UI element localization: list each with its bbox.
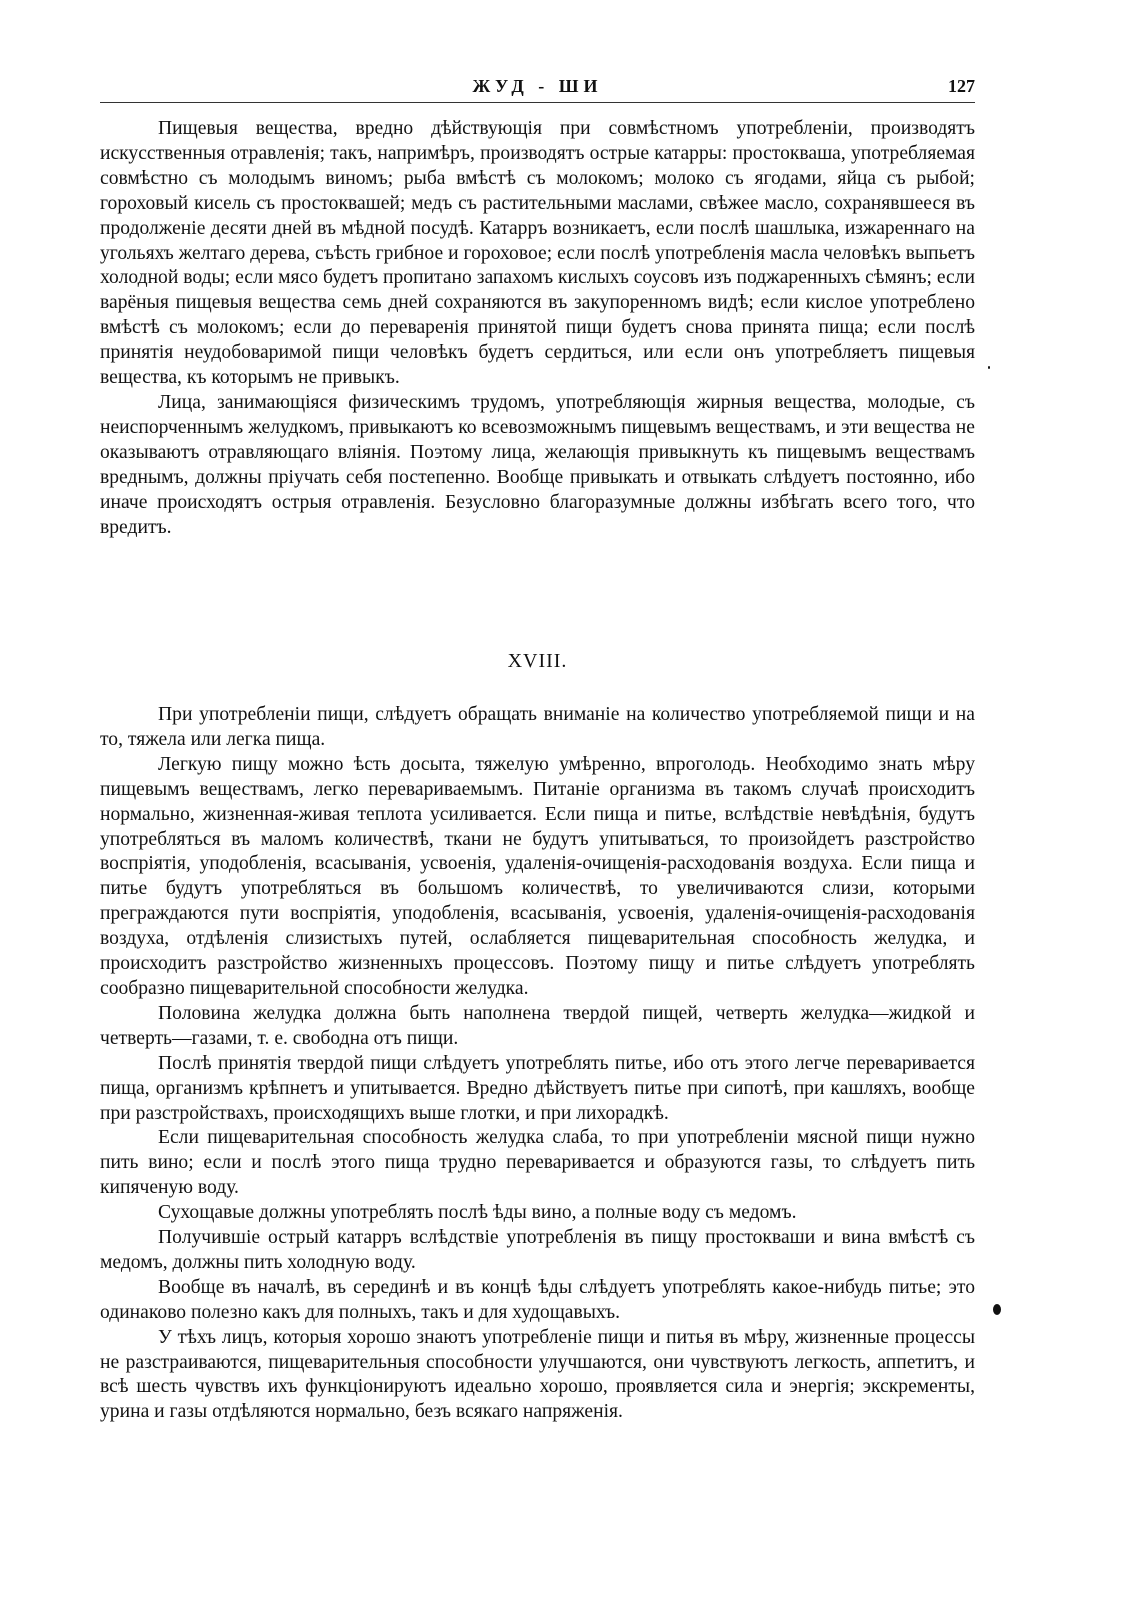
- ink-speck: [988, 366, 990, 369]
- paragraph: Половина желудка должна быть наполнена твердой пищей, четверть желудка—жидкой и четверть—газами, т. е. свободна отъ пищи.: [100, 1002, 975, 1049]
- paragraph: Если пищеварительная способность желудка слаба, то при употребленіи мясной пищи нужно пить вино; если и послѣ этого пища трудно переваривается и образуются газы, то слѣдуетъ пить кипяченую воду.: [100, 1127, 975, 1199]
- paragraph: У тѣхъ лицъ, которыя хорошо знаютъ употребленіе пищи и питья въ мѣру, жизненные процессы не разстраиваются, пищеварительныя способности улучшаются, они чувствуютъ легкость, аппетитъ, и всѣ шесть чувствъ ихъ функціонируютъ идеально хорошо, проявляется сила и энергія; экскременты, урина и газы отдѣляются нормально, безъ всякаго напряженія.: [100, 1326, 975, 1423]
- running-header: [100, 76, 975, 100]
- paragraph: Вообще въ началѣ, въ серединѣ и въ концѣ ѣды слѣдуетъ употреблять какое-нибудь питье; это одинаково полезно какъ для полныхъ, такъ и для худощавыхъ.: [100, 1276, 975, 1323]
- paragraph: Легкую пищу можно ѣсть досыта, тяжелую умѣренно, впроголодь. Необходимо знать мѣру пищевымъ веществамъ, легко перевариваемымъ. Питаніе организма въ такомъ случаѣ происходитъ нормально, жизненная-живая теплота усиливается. Если пища и питье, вслѣдствіе невѣдѣнія, будутъ употребляться въ маломъ количествѣ, ткани не будутъ упитываться, то произойдетъ разстройство воспріятія, уподобленія, всасыванія, усвоенія, удаленія-очищенія-расходованія воздуха. Если пища и питье будутъ употребляться въ большомъ количествѣ, то увеличиваются слизи, которыми преграждаются пути воспріятія, уподобленія, всасыванія, усвоенія, удаленія-очищенія-расходованія воздуха, отдѣленія слизистыхъ путей, ослабляется пищеварительная способность желудка, и происходитъ разстройство жизненныхъ процессовъ. Поэтому пищу и питье слѣдуетъ употреблять сообразно пищеварительной способности желудка.: [100, 753, 975, 999]
- section-heading: XVIII.: [507, 650, 568, 672]
- paragraph: При употребленіи пищи, слѣдуетъ обращать вниманіе на количество употребляемой пищи и на то, тяжела или легка пища.: [100, 704, 975, 750]
- page-number: 127: [948, 76, 975, 96]
- header-rule: [100, 100, 975, 103]
- section-top-text: [100, 117, 975, 540]
- paragraph: Послѣ принятія твердой пищи слѣдуетъ употреблять питье, ибо отъ этого легче переваривается пища, организмъ крѣпнетъ и упитывается. Вредно дѣйствуетъ питье при сипотѣ, при кашляхъ, вообще при разстройствахъ, происходящихъ выше глотки, и при лихорадкѣ.: [100, 1052, 975, 1124]
- paragraph: Лица, занимающіяся физическимъ трудомъ, употребляющія жирныя вещества, молодые, съ неиспорченнымъ желудкомъ, привыкаютъ ко всевозможнымъ пищевымъ веществамъ, и эти вещества не оказываютъ отравляющаго вліянія. Поэтому лица, желающія привыкнуть къ пищевымъ веществамъ вреднымъ, должны пріучать себя постепенно. Вообще привыкать и отвыкать слѣдуетъ постоянно, ибо иначе происходятъ острыя отравленія. Безусловно благоразумные должны избѣгать всего того, что вредитъ.: [100, 391, 975, 538]
- paragraph: Пищевыя вещества, вредно дѣйствующія при совмѣстномъ употребленіи, производятъ искусственныя отравленія; такъ, напримѣръ, производятъ острые катарры: простокваша, употребляемая совмѣстно съ молодымъ виномъ; рыба вмѣстѣ съ молокомъ; молоко съ ягодами, яйца съ рыбой; гороховый кисель съ простоквашей; медъ съ растительными маслами, свѣжее масло, сохранявшееся въ продолженіе десяти дней въ мѣдной посудѣ. Катарръ возникаетъ, если послѣ шашлыка, изжареннаго на угольяхъ желтаго дерева, съѣсть грибное и гороховое; если послѣ употребленія масла человѣкъ выпьетъ холодной воды; если мясо будетъ пропитано запахомъ кислыхъ соусовъ изъ поджаренныхъ сѣмянъ; если варёныя пищевыя вещества семь дней сохраняются въ закупоренномъ видѣ; если кислое употреблено вмѣстѣ съ молокомъ; если до переваренія принятой пищи будетъ снова принята пища; если послѣ принятія неудобоваримой пищи человѣкъ будетъ сердиться, или если онъ употребляетъ пищевыя вещества, къ которымъ не привыкъ.: [100, 118, 975, 389]
- paragraph: Получившіе острый катарръ вслѣдствіе употребленія въ пищу простокваши и вина вмѣстѣ съ медомъ, должны пить холодную воду.: [100, 1227, 975, 1273]
- ink-speck: [993, 1304, 1001, 1315]
- running-title: ЖУД - ШИ: [472, 76, 603, 96]
- section-bottom-text: [100, 703, 975, 1425]
- paragraph: Сухощавые должны употреблять послѣ ѣды вино, а полные воду съ медомъ.: [158, 1202, 797, 1224]
